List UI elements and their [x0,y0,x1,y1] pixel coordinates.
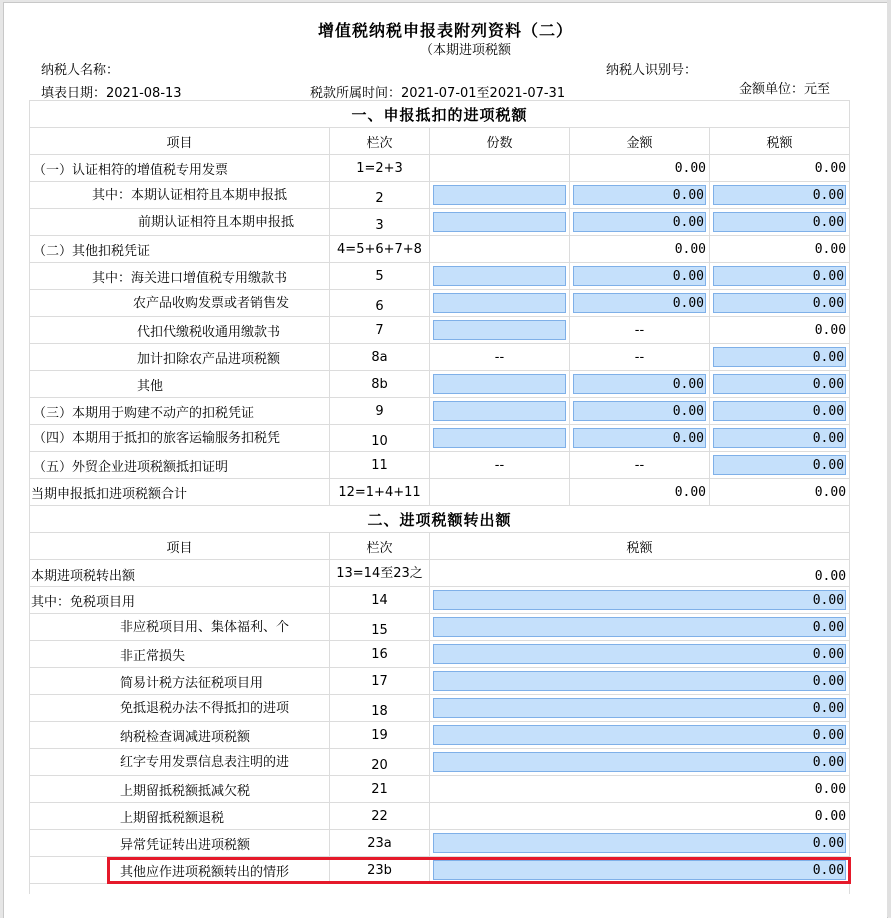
table-row [30,425,850,452]
row-label: 简易计税方法征税项目用 [30,668,330,695]
row-label: 其中：免税项目用 [30,587,330,614]
tax-input[interactable]: 0.00 [713,347,846,367]
table-row [30,344,850,371]
page-subtitle: （本期进项税额 [419,43,511,58]
table-row [30,209,850,236]
tax-input[interactable]: 0.00 [433,644,846,664]
taxpayer-name-label: 纳税人名称： [41,63,120,78]
tax-input[interactable]: 0.00 [713,428,846,448]
row-col: 16 [330,641,430,668]
count-input[interactable] [433,266,566,286]
tax-input[interactable]: 0.00 [713,293,846,313]
amount-input[interactable]: 0.00 [573,428,706,448]
tax-input[interactable]: 0.00 [713,374,846,394]
tax-input[interactable]: 0.00 [713,401,846,421]
count-cell [430,479,570,506]
header-tax: 税额 [430,533,850,560]
row-label: 非正常损失 [30,641,330,668]
row-label: 本期进项税转出额 [30,560,330,587]
count-cell [430,155,570,182]
tax-input[interactable]: 0.00 [433,617,846,637]
amount-input[interactable]: 0.00 [573,212,706,232]
table-row-23a [30,830,850,857]
row-col: 3 [330,209,430,236]
row-label: （三）本期用于购建不动产的扣税凭证 [30,398,330,425]
row-col: 5 [330,263,430,290]
table-row [30,398,850,425]
scrollbar-track[interactable] [887,0,891,917]
table-row [30,722,850,749]
count-value: -- [430,452,570,479]
row-col: 9 [330,398,430,425]
row-col: 11 [330,452,430,479]
header-tax: 税额 [710,128,850,155]
header-col: 栏次 [330,128,430,155]
tax-input[interactable]: 0.00 [433,833,846,853]
amount-value: 0.00 [570,479,710,506]
tax-input[interactable]: 0.00 [433,698,846,718]
row-col: 2 [330,182,430,209]
row-label: 当期申报抵扣进项税额合计 [30,479,330,506]
amount-value: -- [570,317,710,344]
table-row [30,182,850,209]
row-label: 上期留抵税额退税 [30,803,330,830]
count-input[interactable] [433,293,566,313]
table-row [30,668,850,695]
row-label: （五）外贸企业进项税额抵扣证明 [30,452,330,479]
count-input[interactable] [433,185,566,205]
amount-value: 0.00 [570,155,710,182]
tax-input[interactable]: 0.00 [713,455,846,475]
table-row [30,479,850,506]
tax-input[interactable]: 0.00 [713,185,846,205]
table-row [30,263,850,290]
page-title: 增值税纳税申报表附列资料（二） [317,21,573,40]
row-col: 21 [330,776,430,803]
row-label: 纳税检查调减进项税额 [30,722,330,749]
row-col: 8b [330,371,430,398]
fill-date: 填表日期：2021-08-13 [41,86,182,101]
row-label: 其他应作进项税额转出的情形 [30,857,330,884]
row-label: 异常凭证转出进项税额 [30,830,330,857]
table-row [30,290,850,317]
row-label: 红字专用发票信息表注明的进 [30,749,330,776]
row-label: 其中：本期认证相符且本期申报抵 [30,182,330,209]
header-amount: 金额 [570,128,710,155]
count-input[interactable] [433,374,566,394]
tax-form-table [29,100,850,894]
taxpayer-id-label: 纳税人识别号： [606,63,698,78]
row-label: （一）认证相符的增值税专用发票 [30,155,330,182]
table-row [30,749,850,776]
amount-value: 0.00 [570,236,710,263]
amount-input[interactable]: 0.00 [573,401,706,421]
table-row [30,317,850,344]
row-col: 7 [330,317,430,344]
tax-period: 税款所属时间：2021-07-01至2021-07-31 [310,86,566,101]
table-row [30,155,850,182]
row-col: 22 [330,803,430,830]
row-col: 12=1+4+11 [330,479,430,506]
count-input[interactable] [433,401,566,421]
tax-value: 0.00 [710,479,850,506]
row-col: 8a [330,344,430,371]
row-label: 非应税项目用、集体福利、个 [30,614,330,641]
count-input[interactable] [433,428,566,448]
row-col: 4=5+6+7+8 [330,236,430,263]
amount-input[interactable]: 0.00 [573,185,706,205]
table-row [30,614,850,641]
tax-value: 0.00 [710,236,850,263]
header-col: 栏次 [330,533,430,560]
tax-input[interactable]: 0.00 [433,725,846,745]
table-row [30,641,850,668]
row-label: 代扣代缴税收通用缴款书 [30,317,330,344]
amount-value: -- [570,452,710,479]
amount-value: -- [570,344,710,371]
row-col: 23b [330,857,430,884]
table-row [30,857,850,884]
tax-value: 0.00 [710,317,850,344]
tax-input[interactable]: 0.00 [433,752,846,772]
table-row [30,452,850,479]
amount-unit: 金额单位：元至 [739,82,831,97]
row-label: 其中：海关进口增值税专用缴款书 [30,263,330,290]
table-row [30,371,850,398]
amount-input[interactable]: 0.00 [573,293,706,313]
section2-title: 二、进项税额转出额 [30,506,850,533]
table-row [30,236,850,263]
header-count: 份数 [430,128,570,155]
amount-input[interactable]: 0.00 [573,374,706,394]
row-label: 其他 [30,371,330,398]
tax-input[interactable]: 0.00 [433,590,846,610]
row-col: 17 [330,668,430,695]
row-label: （四）本期用于抵扣的旅客运输服务扣税凭 [30,425,330,452]
tax-value: 0.00 [430,776,850,803]
row-label: 前期认证相符且本期申报抵 [30,209,330,236]
tax-value: 0.00 [710,155,850,182]
header-item: 项目 [30,128,330,155]
row-col: 14 [330,587,430,614]
table-row [30,560,850,587]
row-label: 免抵退税办法不得抵扣的进项 [30,695,330,722]
row-col: 10 [330,425,430,452]
row-col: 20 [330,749,430,776]
tax-value: 0.00 [430,803,850,830]
count-input[interactable] [433,212,566,232]
row-label: 上期留抵税额抵减欠税 [30,776,330,803]
row-label: （二）其他扣税凭证 [30,236,330,263]
tax-value: 0.00 [430,560,850,587]
count-input[interactable] [433,320,566,340]
row-label: 加计扣除农产品进项税额 [30,344,330,371]
tax-input[interactable]: 0.00 [433,860,846,880]
row-col: 23a [330,830,430,857]
table-row [30,695,850,722]
count-cell [430,236,570,263]
table-row [30,803,850,830]
row-col: 18 [330,695,430,722]
row-col: 6 [330,290,430,317]
table-continuation [30,884,850,894]
row-col: 15 [330,614,430,641]
tax-input[interactable]: 0.00 [713,212,846,232]
tax-input[interactable]: 0.00 [433,671,846,691]
row-label: 农产品收购发票或者销售发 [30,290,330,317]
row-col: 1=2+3 [330,155,430,182]
header-item: 项目 [30,533,330,560]
table-row [30,776,850,803]
count-value: -- [430,344,570,371]
row-col: 13=14至23之 [330,560,430,587]
form-page [3,2,888,918]
table-row [30,587,850,614]
section1-title: 一、申报抵扣的进项税额 [30,101,850,128]
amount-input[interactable]: 0.00 [573,266,706,286]
row-col: 19 [330,722,430,749]
tax-input[interactable]: 0.00 [713,266,846,286]
